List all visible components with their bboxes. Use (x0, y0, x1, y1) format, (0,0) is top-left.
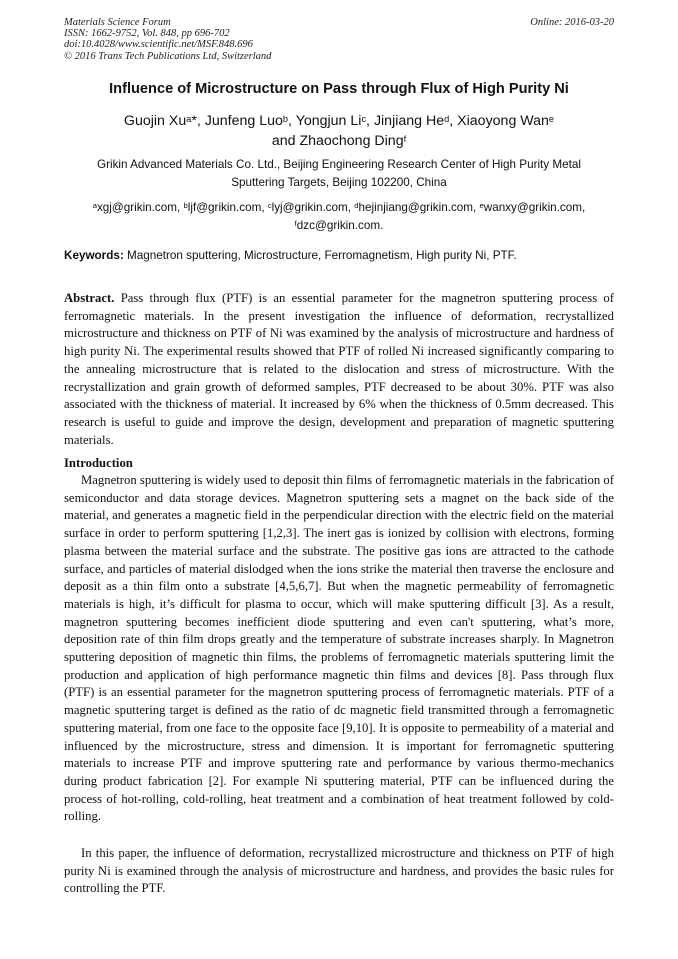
email-line-1: $^a$xgj@grikin.com, $^b$ljf@grikin.com, $^c$lyj@grikin.com, $^d$hejinjiang@grikin.com, $^e$wanxy@grikin.com, (92, 201, 586, 214)
abstract-text: Pass through flux (PTF) is an essential parameter for the magnetron sputtering process of ferromagnetic materials. In the present investigation the influence of deformation, recrystallized microstructure and thickness on PTF of Ni was examined by the analysis of microstructure and hardness of high purity Ni. The experimental results showed that PTF of rolled Ni increased significantly comparing to the annealing microstructure that is related to the dislocation and stress of microstructure. With the recrystallization and grain growth of deformed samples, PTF decreased to be about 30%. PTF was also associated with the thickness of material. It increased by 6% when the thickness of 0.5mm decreased. This research is useful to guide and improve the design, development and preparation of magnetic sputtering materials. (64, 291, 614, 447)
email-sup: e (479, 201, 484, 211)
email-address: lyj@grikin.com (271, 201, 348, 214)
keywords-text: Magnetron sputtering, Microstructure, Ferromagnetism, High purity Ni, PTF. (127, 249, 517, 262)
introduction-paragraph-1: Magnetron sputtering is widely used to deposit thin films of ferromagnetic materials in the fabrication of semiconductor and data storage devices. Magnetron sputtering sets a magnet on the back side of the material, and generates a magnetic field in the perpendicular direction with the electric field on the material surface in order to perform sputtering [1,2,3]. The inert gas is ionized by collision with electrons, forming plasma between the material surface and the substrate. The positive gas ions are attracted to the cathode surface, and particles of material dislodged when the ions strike the material then traverse the enclosure and deposit as a thin film onto a substrate [4,5,6,7]. But when the magnetic permeability of ferromagnetic materials is high, it’s difficult for plasma to occur, which will make sputtering difficult [3]. As a result, magnetron sputtering becomes inefficient diode sputtering and even can't sputtering, what’s more, deposition rate of thin film drops greatly and the temperature of substrate increases sharply. In Magnetron sputtering deposition of magnetic thin films, the problems of ferromagnetic materials sputtering limit the production and application of high performance magnetic thin films and devices [8]. Pass through flux (PTF) is an essential parameter for the magnetron sputtering process of ferromagnetic materials. PTF of a magnetic sputtering target is defined as the ratio of dc magnetic field transmitted through a ferromagnetic sputtering material, from one face to the opposite face [9,10]. It is opposite to permeability of a material and influenced by the microstructure, stress and dimension. It is important for ferromagnetic sputtering materials to increase PTF and improve sputtering rate and performance by various thermo-mechanics during product fabrication [2]. For example Ni sputtering material, PTF can be influenced during the process of hot-rolling, cold-rolling, heat treatment and a combination of heat treatment followed by cold-rolling. (64, 473, 614, 824)
email-address: wanxy@grikin.com (483, 201, 583, 214)
issn-line: ISSN: 1662-9752, Vol. 848, pp 696-702 (64, 28, 230, 40)
email-address: ljf@grikin.com (187, 201, 262, 214)
keywords (64, 248, 616, 264)
author-list (50, 111, 628, 151)
email-sup: b (183, 201, 188, 211)
author-line-2 (50, 131, 628, 151)
author-name: Junfeng Luo (204, 113, 283, 129)
section-heading-introduction: Introduction (64, 456, 133, 470)
email-list (62, 199, 616, 235)
corresponding-mark: * (191, 113, 197, 129)
author-sup: b (282, 113, 289, 124)
abstract (64, 290, 614, 449)
email-address: xgj@grikin.com (96, 201, 178, 214)
email-address: dzc@grikin.com (296, 219, 381, 232)
email-sup: a (92, 201, 97, 211)
author-name: Yongjun Li (295, 113, 362, 129)
abstract-label: Abstract. (64, 291, 115, 305)
journal-name: Materials Science Forum (64, 17, 171, 28)
author-sup: e (548, 113, 555, 124)
email-sup: d (354, 201, 359, 211)
introduction-paragraph-2: In this paper, the influence of deformation, recrystallized microstructure and thickness on PTF of high purity Ni is examined through the analysis of microstructure and hardness, and provides the basic rules for controlling the PTF. (64, 846, 614, 896)
author-connector: and (271, 133, 296, 149)
author-sup: f (403, 133, 407, 144)
affiliation: Grikin Advanced Materials Co. Ltd., Beijing Engineering Research Center of High Purity Metal Sputtering Targets, Beijing 102200, China (97, 158, 581, 189)
author-name: Xiaoyong Wan (457, 113, 549, 129)
author-name: Guojin Xu (123, 113, 187, 129)
author-name: Zhaochong Ding (299, 133, 404, 149)
doi-line: doi:10.4028/www.scientific.net/MSF.848.696 (64, 39, 253, 51)
author-line-1: Guojin Xu$^a$*, Junfeng Luo$^b$, Yongjun Li$^c$, Jinjiang He$^d$, Xiaoyong Wan$^e$ (123, 113, 555, 129)
email-sup: f (294, 219, 297, 229)
email-address: hejinjiang@grikin.com (358, 201, 474, 214)
author-sup: a (186, 113, 192, 124)
online-date: Online: 2016-03-20 (530, 17, 614, 28)
author-sup: c (361, 113, 367, 124)
paper-title: Influence of Microstructure on Pass through Flux of High Purity Ni (109, 81, 569, 97)
email-line-2: $^f$dzc@grikin.com. (294, 219, 384, 232)
author-name: Jinjiang He (373, 113, 445, 129)
author-sup: d (444, 113, 450, 124)
journal-header (64, 17, 271, 62)
copyright-line: © 2016 Trans Tech Publications Ltd, Switzerland (64, 50, 272, 62)
email-sup: c (267, 201, 272, 211)
keywords-label: Keywords: (64, 249, 124, 262)
